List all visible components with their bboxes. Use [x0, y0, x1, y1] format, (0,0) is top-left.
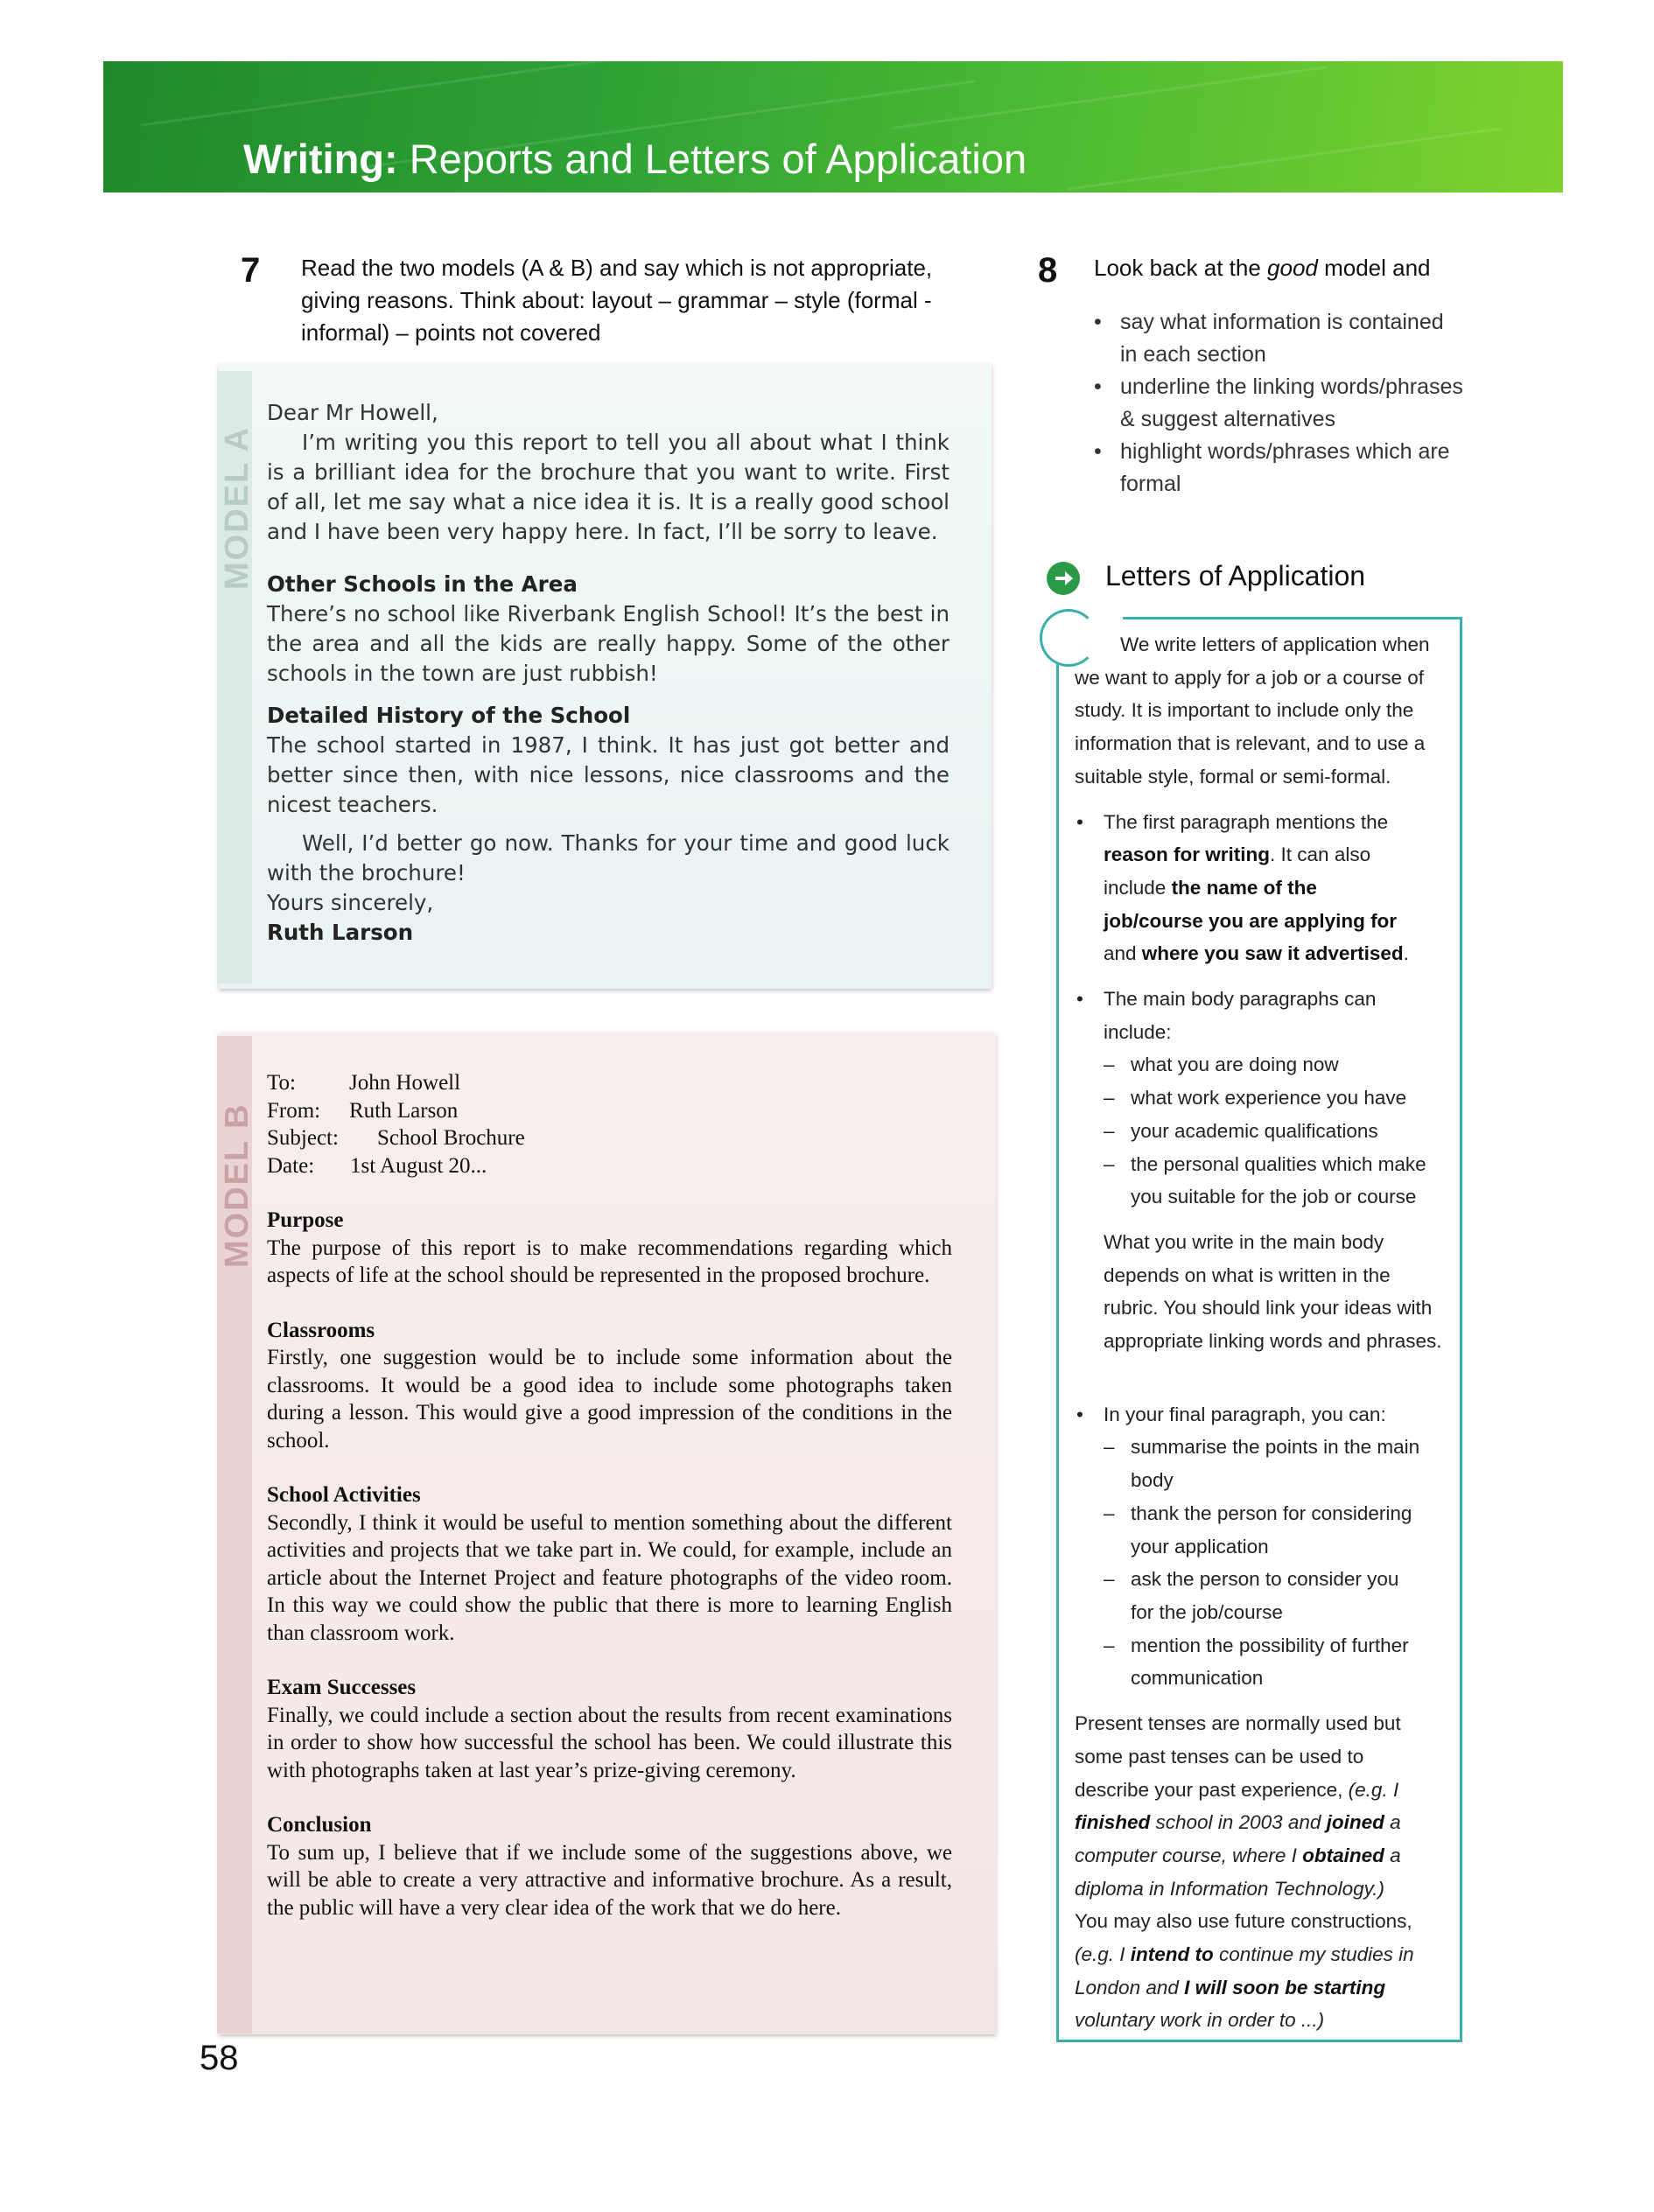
first-paragraph-bullet: • The first paragraph mentions the reason for writing. It can also include the name of the job/course you are applying for and where you saw it advertised. [1075, 806, 1446, 971]
exams-text: Finally, we could include a section about the results from recent examinations in order to show how successful the school has been. We could illustrate this with photographs taken at last year’s prize-giving ceremony. [267, 1703, 952, 1782]
from-label: From: [267, 1098, 321, 1123]
list-item: – your academic qualifications [1075, 1115, 1446, 1148]
purpose-heading: Purpose [267, 1208, 344, 1232]
list-item: – what you are doing now [1075, 1048, 1446, 1082]
list-item: – thank the person for considering your application [1075, 1497, 1446, 1563]
heading-other-schools: Other Schools in the Area [267, 571, 578, 597]
intro-block: We write letters of application when we want to apply for a job or a course of study. It is important to include only the information that is relevant, and to use a suitable style, formal or semi-formal. [1075, 634, 1430, 788]
activities-text: Secondly, I think it would be useful to mention something about the different activities and projects that we take part in. We could, for example, include an article about the Internet Project and feature photographs of the video room. In this way we could show the public that there is more to learning English than classroom work. [267, 1510, 952, 1645]
instruction-pre: Look back at the [1094, 255, 1268, 281]
exercise-7-instruction [301, 252, 949, 349]
model-b-tab [217, 1036, 256, 2034]
letters-content [1075, 628, 1446, 2037]
model-a-tab [217, 371, 256, 984]
list-item: • say what information is contained in each section [1094, 306, 1496, 371]
exercise-8-number: 8 [1038, 251, 1058, 290]
signature: Ruth Larson [267, 920, 414, 945]
date-label: Date: [267, 1153, 315, 1178]
closing-paragraph: Well, I’d better go now. Thanks for your time and good luck with the brochure! [267, 830, 950, 886]
date-value: 1st August 20... [350, 1153, 487, 1178]
model-b-report [267, 1069, 952, 1922]
letters-title: Letters of Application [1105, 560, 1366, 592]
from-value: Ruth Larson [349, 1098, 459, 1123]
arrow-right-icon [1047, 562, 1080, 595]
exams-heading: Exam Successes [267, 1676, 417, 1699]
final-paragraph-bullet: • In your final paragraph, you can: [1075, 1398, 1446, 1432]
list-item: – what work experience you have [1075, 1082, 1446, 1115]
tenses-note: Present tenses are normally used but some past tenses can be used to describe your past experience, (e.g. I finished school in 2003 and joined a computer course, where I obtained a diploma in Information Technology.) You may also use future constructions, (e.g. I intend to continue my studies in London and I will soon be starting voluntary work in order to ...) [1075, 1712, 1414, 2032]
letters-box-top-border [1123, 617, 1462, 620]
title-bold: Writing: [243, 136, 398, 182]
paragraph-history: The school started in 1987, I think. It has just got better and better since then, with nice lessons, nice classrooms and the nicest teachers. [267, 732, 950, 817]
list-item: – summarise the points in the main body [1075, 1431, 1446, 1496]
conclusion-text: To sum up, I believe that if we include some of the suggestions above, we will be able to create a very attractive and informative brochure. As a result, the public will have a very clear idea of the work that we do here. [267, 1840, 952, 1920]
page-title [243, 135, 1027, 183]
main-body-note: What you write in the main body depends on what is written in the rubric. You should link your ideas with appropriate linking words and phrases. [1104, 1230, 1442, 1353]
model-a-letter [267, 398, 950, 948]
exercise-8-bullets [1094, 306, 1496, 500]
purpose-text: The purpose of this report is to make recommendations regarding which aspects of life at the school should be represented in the proposed brochure. [267, 1236, 952, 1287]
subject-value: School Brochure [377, 1126, 525, 1150]
list-item: • highlight words/phrases which are formal [1094, 436, 1496, 500]
heading-history: Detailed History of the School [267, 703, 631, 728]
header-banner [103, 61, 1563, 192]
instruction-line: giving reasons. Think about: layout – grammar – style (formal - [301, 287, 932, 313]
paragraph-other-schools: There’s no school like Riverbank English School! It’s the best in the area and all the kids are really happy. Some of the other schools in the town are just rubbish! [267, 601, 950, 686]
conclusion-heading: Conclusion [267, 1813, 372, 1837]
exercise-7-number: 7 [241, 251, 261, 290]
subject-label: Subject: [267, 1126, 339, 1150]
list-item: – ask the person to consider you for the job/course [1075, 1563, 1446, 1628]
instruction-emphasis: good [1267, 255, 1318, 281]
instruction-line: Read the two models (A & B) and say which is not appropriate, [301, 255, 933, 281]
list-item: – the personal qualities which make you suitable for the job or course [1075, 1148, 1446, 1214]
model-b-label: MODEL B [219, 1102, 256, 1268]
signoff: Yours sincerely, [267, 890, 434, 915]
main-body-bullet: • The main body paragraphs can include: [1075, 983, 1446, 1048]
list-item: – mention the possibility of further communication [1075, 1629, 1446, 1695]
intro-paragraph: I’m writing you this report to tell you all about what I think is a brilliant idea for the brochure that you want to write. First of all, let me say what a nice idea it is. It is a really good school and I have been very happy here. In fact, I’ll be sorry to leave. [267, 430, 950, 544]
title-rest: Reports and Letters of Application [397, 136, 1027, 182]
instruction-post: model and [1317, 255, 1431, 281]
list-item: • underline the linking words/phrases & suggest alternatives [1094, 371, 1496, 436]
to-label: To: [267, 1071, 296, 1095]
to-value: John Howell [349, 1071, 461, 1095]
classrooms-text: Firstly, one suggestion would be to include some information about the classrooms. It would be a good idea to include some photographs taken during a lesson. This would give a good impression of the conditions in the school. [267, 1346, 952, 1452]
instruction-line: informal) – points not covered [301, 319, 601, 346]
exercise-8-instruction [1094, 252, 1496, 284]
salutation: Dear Mr Howell, [267, 400, 438, 425]
page-number: 58 [200, 2039, 239, 2077]
model-a-label: MODEL A [219, 425, 256, 590]
classrooms-heading: Classrooms [267, 1318, 375, 1342]
memo-header [267, 1069, 952, 1180]
activities-heading: School Activities [267, 1483, 421, 1507]
